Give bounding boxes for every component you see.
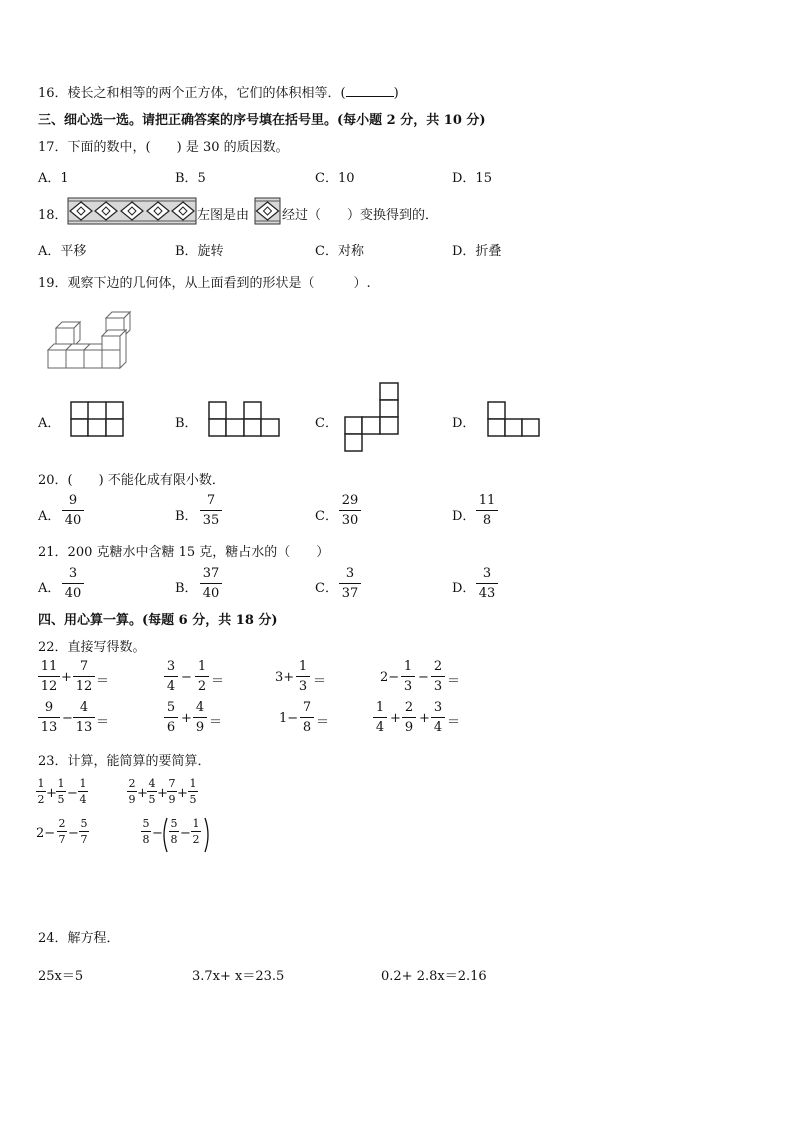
q24-equation-1: 25x＝5 (38, 969, 84, 984)
q22-e2-fraction (73, 701, 95, 734)
q19-option-a-figure[interactable] (70, 401, 124, 437)
q20-option-a-fraction[interactable] (62, 494, 84, 527)
q24-stem: 24．解方程． (38, 931, 120, 946)
denominator: 4 (375, 720, 385, 735)
denominator: 7 (58, 833, 66, 846)
denominator: 37 (341, 586, 359, 601)
q23-p3-fraction (78, 778, 88, 805)
q22-b1-fraction (164, 660, 178, 693)
denominator: 7 (80, 833, 88, 846)
q19-option-c-figure[interactable] (344, 382, 400, 454)
numerator: 1 (298, 659, 308, 674)
plus-sign: + (46, 786, 57, 801)
denominator: 30 (341, 513, 359, 528)
plus-sign: + (177, 786, 188, 801)
section-3-title: 三、细心选一选。请把正确答案的序号填在括号里。(每小题 2 分，共 10 分) (38, 113, 486, 128)
pattern-unit-figure (255, 198, 280, 224)
q19-option-b-figure[interactable] (208, 401, 280, 437)
q18-option-d[interactable]: D．折叠 (452, 244, 502, 259)
q20-label-c[interactable]: C． (315, 509, 338, 524)
q18-option-c[interactable]: C．对称 (315, 244, 364, 259)
minus-sign: − (152, 826, 163, 841)
numerator: 7 (206, 493, 216, 508)
numerator: 4 (148, 777, 156, 790)
q22-g1-fraction (164, 701, 178, 734)
numerator: 4 (195, 700, 205, 715)
numerator: 3 (482, 566, 492, 581)
q20-label-b[interactable]: B． (175, 509, 198, 524)
q17-option-b[interactable]: B．5 (175, 171, 206, 186)
denominator: 6 (166, 720, 176, 735)
numerator: 1 (189, 777, 197, 790)
q22-e1-fraction (38, 701, 60, 734)
q23-q1-fraction (127, 778, 137, 805)
denominator: 5 (189, 793, 197, 806)
numerator: 4 (79, 700, 89, 715)
numerator: 29 (341, 493, 359, 508)
denominator: 35 (202, 513, 220, 528)
denominator: 8 (302, 720, 312, 735)
denominator: 8 (142, 833, 150, 846)
denominator: 12 (40, 679, 58, 694)
q17-stem: 17．下面的数中，( ) 是 30 的质因数。 (38, 140, 289, 155)
equals-sign: ＝ (211, 674, 225, 689)
q23-q2-fraction (147, 778, 157, 805)
pattern-strip-figure (68, 198, 196, 224)
q23-p1-fraction (36, 778, 46, 805)
numerator: 7 (168, 777, 176, 790)
equals-sign: ＝ (316, 715, 330, 730)
q17-option-a[interactable]: A．1 (38, 171, 69, 186)
numerator: 3 (345, 566, 355, 581)
denominator: 8 (482, 513, 492, 528)
q24-equation-3: 0.2+ 2.8x＝2.16 (381, 969, 487, 984)
q20-option-d-fraction[interactable] (476, 494, 498, 527)
q21-option-d-fraction[interactable] (476, 567, 498, 600)
q23-q3-fraction (167, 778, 177, 805)
q22-a1-fraction (38, 660, 60, 693)
numerator: 2 (58, 817, 66, 830)
numerator: 1 (57, 777, 65, 790)
denominator: 5 (57, 793, 65, 806)
denominator: 2 (197, 679, 207, 694)
plus-sign: + (137, 786, 148, 801)
q19-label-c[interactable]: C． (315, 416, 338, 431)
denominator: 4 (166, 679, 176, 694)
numerator: 1 (375, 700, 385, 715)
q18-prefix: 18． (38, 208, 68, 223)
q21-option-a-fraction[interactable] (62, 567, 84, 600)
denominator: 40 (64, 513, 82, 528)
q18-option-a[interactable]: A．平移 (38, 244, 87, 259)
q22-i3-fraction (431, 701, 445, 734)
plus-sign: + (390, 711, 401, 726)
denominator: 3 (433, 679, 443, 694)
plus-sign: + (181, 711, 192, 726)
numerator: 3 (68, 566, 78, 581)
minus-sign: − (62, 711, 73, 726)
minus-sign: − (418, 670, 429, 685)
numerator: 3 (433, 700, 443, 715)
q16-close: ) (393, 86, 399, 101)
denominator: 4 (433, 720, 443, 735)
q18-option-b[interactable]: B．旋转 (175, 244, 224, 259)
plus-sign: + (419, 711, 430, 726)
numerator: 2 (433, 659, 443, 674)
plus-sign: + (61, 670, 72, 685)
equals-sign: ＝ (96, 674, 110, 689)
plus-sign: + (157, 786, 168, 801)
q23-s3-fraction (191, 818, 201, 845)
q19-label-a[interactable]: A． (38, 416, 61, 431)
q19-stem: 19．观察下边的几何体，从上面看到的形状是（ ）. (38, 276, 371, 291)
q19-label-d[interactable]: D． (452, 416, 476, 431)
equals-sign: ＝ (313, 674, 327, 689)
q20-option-c-fraction[interactable] (339, 494, 361, 527)
q21-stem: 21．200 克糖水中含糖 15 克，糖占水的（ ） (38, 545, 330, 560)
denominator: 2 (37, 793, 45, 806)
q22-g2-fraction (193, 701, 207, 734)
minus-sign: − (180, 826, 191, 841)
q18-suffix: 经过（ ）变换得到的． (282, 208, 439, 223)
q23-s1-fraction (141, 818, 151, 845)
q20-label-a[interactable]: A． (38, 509, 61, 524)
denominator: 3 (403, 679, 413, 694)
numerator: 1 (403, 659, 413, 674)
numerator: 7 (79, 659, 89, 674)
denominator: 3 (298, 679, 308, 694)
minus-sign: − (181, 670, 192, 685)
denominator: 40 (64, 586, 82, 601)
denominator: 43 (478, 586, 496, 601)
q16-text: 16．棱长之和相等的两个正方体，它们的体积相等．( (38, 86, 346, 101)
denominator: 8 (170, 833, 178, 846)
numerator: 9 (44, 700, 54, 715)
q20-option-b-fraction[interactable] (200, 494, 222, 527)
denominator: 2 (192, 833, 200, 846)
numerator: 11 (40, 659, 58, 674)
q16-stem (38, 82, 399, 101)
numerator: 5 (166, 700, 176, 715)
q23-r1-fraction (57, 818, 67, 845)
section-4-title: 四、用心算一算。(每题 6 分，共 18 分) (38, 613, 278, 628)
numerator: 1 (79, 777, 87, 790)
denominator: 9 (195, 720, 205, 735)
q22-i2-fraction (402, 701, 416, 734)
q22-a2-fraction (73, 660, 95, 693)
denominator: 40 (202, 586, 220, 601)
q21-label-a[interactable]: A． (38, 581, 61, 596)
denominator: 9 (168, 793, 176, 806)
q17-option-c[interactable]: C．10 (315, 171, 355, 186)
q20-label-d[interactable]: D． (452, 509, 476, 524)
numerator: 5 (80, 817, 88, 830)
q23-stem: 23．计算，能简算的要简算． (38, 754, 211, 769)
q22-b2-fraction (195, 660, 209, 693)
q21-option-c-fraction[interactable] (339, 567, 361, 600)
q22-d2-fraction (431, 660, 445, 693)
equals-sign: ＝ (96, 715, 110, 730)
numerator: 1 (37, 777, 45, 790)
q23-s2-fraction (169, 818, 179, 845)
numerator: 7 (302, 700, 312, 715)
equals-sign: ＝ (447, 715, 461, 730)
denominator: 13 (40, 720, 58, 735)
q22-stem: 22．直接写得数。 (38, 640, 146, 655)
numerator: 2 (404, 700, 414, 715)
q21-label-c[interactable]: C． (315, 581, 338, 596)
numerator: 11 (478, 493, 496, 508)
denominator: 13 (75, 720, 93, 735)
denominator: 4 (79, 793, 87, 806)
minus-sign: − (67, 786, 78, 801)
one-minus: 1− (279, 711, 299, 726)
numerator: 1 (192, 817, 200, 830)
denominator: 12 (75, 679, 93, 694)
q19-label-b[interactable]: B． (175, 416, 198, 431)
numerator: 1 (197, 659, 207, 674)
minus-sign: − (68, 826, 79, 841)
q23-r2-fraction (79, 818, 89, 845)
equals-sign: ＝ (447, 674, 461, 689)
q24-equation-2: 3.7x+ x＝23.5 (192, 969, 285, 984)
q22-i1-fraction (373, 701, 387, 734)
q18-mid: 左图是由 (197, 208, 250, 223)
answer-blank[interactable] (346, 85, 394, 97)
q20-stem: 20．( ) 不能化成有限小数． (38, 473, 225, 488)
equals-sign: ＝ (209, 715, 223, 730)
cube-solid-figure (44, 306, 140, 370)
denominator: 5 (148, 793, 156, 806)
q21-label-b[interactable]: B． (175, 581, 198, 596)
numerator: 9 (68, 493, 78, 508)
q22-c1-fraction (296, 660, 310, 693)
q23-q4-fraction (188, 778, 198, 805)
numerator: 2 (128, 777, 136, 790)
q21-label-d[interactable]: D． (452, 581, 476, 596)
denominator: 9 (404, 720, 414, 735)
q19-option-d-figure[interactable] (487, 401, 541, 437)
two-minus: 2− (380, 670, 400, 685)
denominator: 9 (128, 793, 136, 806)
numerator: 5 (142, 817, 150, 830)
numerator: 5 (170, 817, 178, 830)
two-minus: 2− (36, 826, 56, 841)
q23-p2-fraction (56, 778, 66, 805)
numerator: 3 (166, 659, 176, 674)
q17-option-d[interactable]: D．15 (452, 171, 492, 186)
three-plus: 3+ (275, 670, 295, 685)
q22-h1-fraction (300, 701, 314, 734)
q22-d1-fraction (401, 660, 415, 693)
q21-option-b-fraction[interactable] (200, 567, 222, 600)
numerator: 37 (202, 566, 220, 581)
